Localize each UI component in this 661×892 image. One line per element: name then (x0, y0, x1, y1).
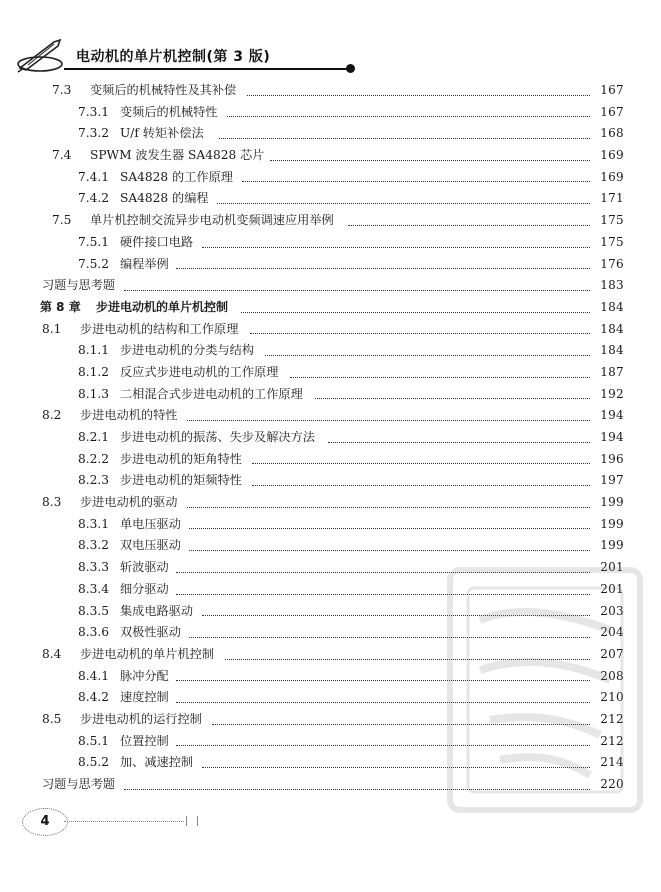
toc-page-number: 203 (600, 603, 624, 618)
toc-entry-title: 步进电动机的分类与结构 (120, 343, 255, 358)
toc-entry-title: 斩波驱动 (120, 560, 169, 575)
footer-rule (64, 821, 184, 822)
toc-page-number: 168 (600, 126, 624, 141)
toc-section-number: 8.3.4 (78, 581, 110, 596)
toc-entry-title: 步进电动机的驱动 (80, 495, 178, 510)
toc-section-number: 7.3.1 (78, 104, 110, 119)
toc-section-number: 8.5.1 (78, 733, 110, 748)
toc-page-number: 201 (600, 581, 624, 596)
toc-page-number: 210 (600, 690, 624, 705)
toc-dot-leader (202, 226, 590, 248)
toc-section-number: 8.2.3 (78, 473, 110, 488)
toc-entry-title: 变频后的机械特性及其补偿 (90, 83, 237, 97)
toc-section-number: 7.4.1 (78, 169, 110, 184)
toc-entry-title: 步进电动机的矩频特性 (120, 473, 242, 488)
toc-section-number: 8.4.1 (78, 668, 110, 683)
toc-entry-title: 双电压驱动 (120, 538, 181, 553)
toc-section-number: 7.5.2 (78, 256, 110, 271)
page-header (14, 30, 344, 78)
book-title: 电动机的单片机控制(第 3 版) (76, 49, 271, 65)
toc-page-number: 212 (600, 733, 624, 748)
toc-section-number: 7.4.2 (78, 191, 110, 206)
toc-section-number: 7.3.2 (78, 126, 110, 141)
toc-page-number: 169 (600, 169, 624, 184)
header-dot (346, 64, 355, 73)
toc-dot-leader (315, 378, 590, 400)
toc-page-number: 199 (600, 538, 624, 553)
toc-entry-title: 单片机控制交流异步电动机变频调速应用举例 (90, 213, 334, 228)
footer-ornament (186, 816, 198, 826)
toc-dot-leader (189, 529, 590, 551)
toc-dot-leader (252, 464, 590, 486)
toc-dot-leader (348, 204, 590, 226)
toc-entry-title: 步进电动机的矩角特性 (120, 451, 242, 466)
toc-page-number: 175 (600, 234, 624, 249)
toc-dot-leader (252, 443, 590, 465)
toc-page-number: 196 (600, 451, 624, 466)
toc-page-number: 192 (600, 386, 624, 401)
toc-page-number: 220 (600, 777, 624, 791)
toc-dot-leader (189, 508, 590, 530)
toc-section-number: 8.3.5 (78, 603, 110, 618)
toc-dot-leader (227, 96, 590, 118)
toc-entry-title: 单电压驱动 (120, 516, 181, 531)
toc-dot-leader (219, 117, 590, 139)
toc-page-number: 187 (600, 364, 624, 379)
toc-page-number: 171 (600, 191, 624, 206)
toc-section-number: 第 8 章 (40, 299, 81, 314)
toc-entry-title: SA4828 的工作原理 (120, 169, 233, 184)
toc-section-number: 8.1.3 (78, 386, 110, 401)
toc-dot-leader (265, 334, 590, 356)
toc-entry-title: 双极性驱动 (120, 625, 181, 640)
toc-page-number: 199 (600, 516, 624, 531)
toc-entry-title: 步进电动机的单片机控制 (96, 299, 229, 314)
toc-page-number: 169 (600, 148, 624, 163)
toc-dot-leader (124, 269, 590, 291)
toc-entry-title: 习题与思考题 (42, 777, 116, 791)
toc-entry-title: 加、减速控制 (120, 755, 194, 770)
toc-page-number: 184 (600, 299, 624, 314)
toc-entry-title: 反应式步进电动机的工作原理 (120, 364, 279, 379)
toc-page-number: 175 (600, 213, 624, 228)
watermark-stamp (440, 560, 650, 820)
toc-dot-leader (187, 399, 590, 421)
toc-page-number: 167 (600, 104, 624, 119)
toc-page-number: 176 (600, 256, 624, 271)
toc-section-number: 8.2 (42, 408, 62, 423)
page-number: 4 (22, 808, 68, 836)
toc-entry-title: 变频后的机械特性 (120, 104, 218, 119)
toc-section-number: 8.3.1 (78, 516, 110, 531)
header-rule (64, 68, 350, 70)
toc-section-number: 8.1 (42, 321, 62, 336)
toc-entry-title: 步进电动机的结构和工作原理 (80, 321, 239, 336)
toc-page-number: 204 (600, 625, 624, 640)
toc-section-number: 8.3.6 (78, 625, 110, 640)
toc-page-number: 212 (600, 711, 624, 726)
toc-dot-leader (247, 74, 590, 96)
toc-section-number: 8.3.2 (78, 538, 110, 553)
toc-entry-title: 细分驱动 (120, 581, 169, 596)
toc-dot-leader (270, 139, 590, 161)
toc-section-number: 8.4 (42, 646, 62, 661)
toc-entry-title: SPWM 波发生器 SA4828 芯片 (90, 148, 265, 163)
toc-entry-title: U/f 转矩补偿法 (120, 126, 204, 141)
quill-pen-icon (14, 34, 66, 74)
toc-dot-leader (242, 161, 590, 183)
toc-entry-title: 步进电动机的特性 (80, 408, 178, 423)
toc-page-number: 183 (600, 278, 624, 293)
toc-section-number: 8.3 (42, 495, 62, 510)
toc-entry-title: 脉冲分配 (120, 668, 169, 683)
toc-section-number: 8.1.1 (78, 343, 110, 358)
toc-entry-title: 步进电动机的振荡、失步及解决方法 (120, 430, 315, 444)
toc-page-number: 214 (600, 755, 624, 770)
toc-entry-title: 二相混合式步进电动机的工作原理 (120, 386, 303, 401)
toc-section-number: 8.3.3 (78, 560, 110, 575)
toc-page-number: 184 (600, 321, 624, 336)
toc-section-number: 8.5.2 (78, 755, 110, 770)
toc-page-number: 194 (600, 430, 624, 444)
toc-section-number: 7.5 (52, 213, 72, 228)
toc-dot-leader (217, 182, 590, 204)
page-footer (22, 808, 202, 838)
toc-section-number: 8.4.2 (78, 690, 110, 705)
toc-section-number: 8.2.2 (78, 451, 110, 466)
toc-entry-title: 习题与思考题 (42, 278, 116, 293)
toc-page-number: 167 (600, 83, 624, 97)
toc-page-number: 201 (600, 560, 624, 575)
toc-entry-title: 步进电动机的单片机控制 (80, 646, 215, 661)
toc-page-number: 194 (600, 408, 624, 423)
toc-entry-title: 硬件接口电路 (120, 234, 194, 249)
toc-entry-title: 步进电动机的运行控制 (80, 711, 202, 726)
toc-page-number: 184 (600, 343, 624, 358)
toc-dot-leader (241, 291, 590, 313)
toc-section-number: 7.5.1 (78, 234, 110, 249)
toc-page-number: 197 (600, 473, 624, 488)
toc-section-number: 8.5 (42, 711, 62, 726)
toc-dot-leader (187, 486, 590, 508)
toc-entry-title: 编程举例 (120, 256, 169, 271)
toc-entry-title: SA4828 的编程 (120, 191, 209, 206)
toc-section-number: 7.4 (52, 148, 72, 163)
toc-page-number: 207 (600, 646, 624, 661)
toc-entry-title: 速度控制 (120, 690, 169, 705)
toc-section-number: 8.2.1 (78, 430, 110, 444)
toc-entry-title: 集成电路驱动 (120, 603, 194, 618)
toc-dot-leader (328, 421, 590, 443)
toc-page-number: 208 (600, 668, 624, 683)
toc-page-number: 199 (600, 495, 624, 510)
toc-dot-leader (176, 248, 590, 270)
toc-dot-leader (290, 356, 590, 378)
toc-section-number: 8.1.2 (78, 364, 110, 379)
toc-section-number: 7.3 (52, 83, 72, 97)
toc-entry-title: 位置控制 (120, 733, 169, 748)
toc-dot-leader (250, 313, 590, 335)
